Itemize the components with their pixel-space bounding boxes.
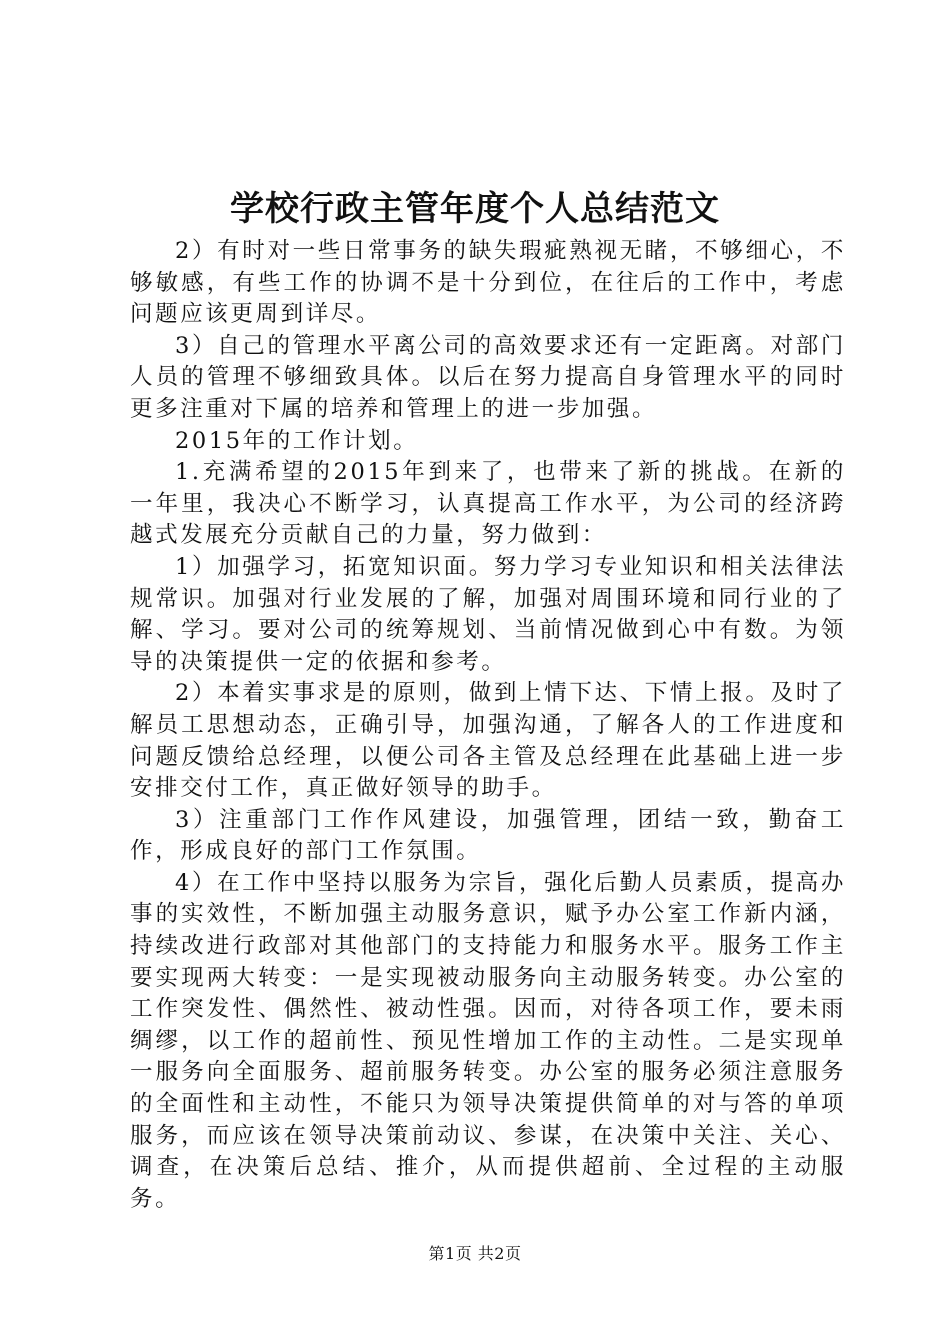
paragraph-1: 2）有时对一些日常事务的缺失瑕疵熟视无睹，不够细心，不够敏感，有些工作的协调不是十分到位，在往后的工作中，考虑问题应该更周到详尽。 — [130, 238, 846, 328]
paragraph-8: 4）在工作中坚持以服务为宗旨，强化后勤人员素质，提高办事的实效性，不断加强主动服务意识，赋予办公室工作新内涵，持续改进行政部对其他部门的支持能力和服务水平。服务工作主要实现两大转变：一是实现被动服务向主动服务转变。办公室的工作突发性、偶然性、被动性强。因而，对待各项工作，要未雨绸缪，以工作的超前性、预见性增加工作的主动性。二是实现单一服务向全面服务、超前服务转变。办公室的服务必须注意服务的全面性和主动性，不能只为领导决策提供简单的对与答的单项服务，而应该在领导决策前动议、参谋，在决策中关注、关心、调查，在决策后总结、推介，从而提供超前、全过程的主动服务。 — [130, 869, 846, 1212]
paragraph-7: 3）注重部门工作作风建设，加强管理，团结一致，勤奋工作，形成良好的部门工作氛围。 — [130, 806, 846, 865]
page-footer: 第1页 共2页 — [428, 1244, 522, 1263]
document-title: 学校行政主管年度个人总结范文 — [230, 189, 720, 229]
paragraph-5: 1）加强学习，拓宽知识面。努力学习专业知识和相关法律法规常识。加强对行业发展的了解，加强对周围环境和同行业的了解、学习。要对公司的统筹规划、当前情况做到心中有数。为领导的决策提供一定的依据和参考。 — [130, 553, 846, 675]
paragraph-3: 2015年的工作计划。 — [175, 427, 419, 454]
document-body — [130, 236, 846, 1215]
paragraph-2: 3）自己的管理水平离公司的高效要求还有一定距离。对部门人员的管理不够细致具体。以后在努力提高自身管理水平的同时更多注重对下属的培养和管理上的进一步加强。 — [130, 332, 846, 422]
paragraph-4: 1.充满希望的2015年到来了，也带来了新的挑战。在新的一年里，我决心不断学习，认真提高工作水平，为公司的经济跨越式发展充分贡献自己的力量，努力做到： — [130, 459, 846, 549]
paragraph-6: 2）本着实事求是的原则，做到上情下达、下情上报。及时了解员工思想动态，正确引导，加强沟通，了解各人的工作进度和问题反馈给总经理，以便公司各主管及总经理在此基础上进一步安排交付工作，真正做好领导的助手。 — [130, 680, 846, 802]
